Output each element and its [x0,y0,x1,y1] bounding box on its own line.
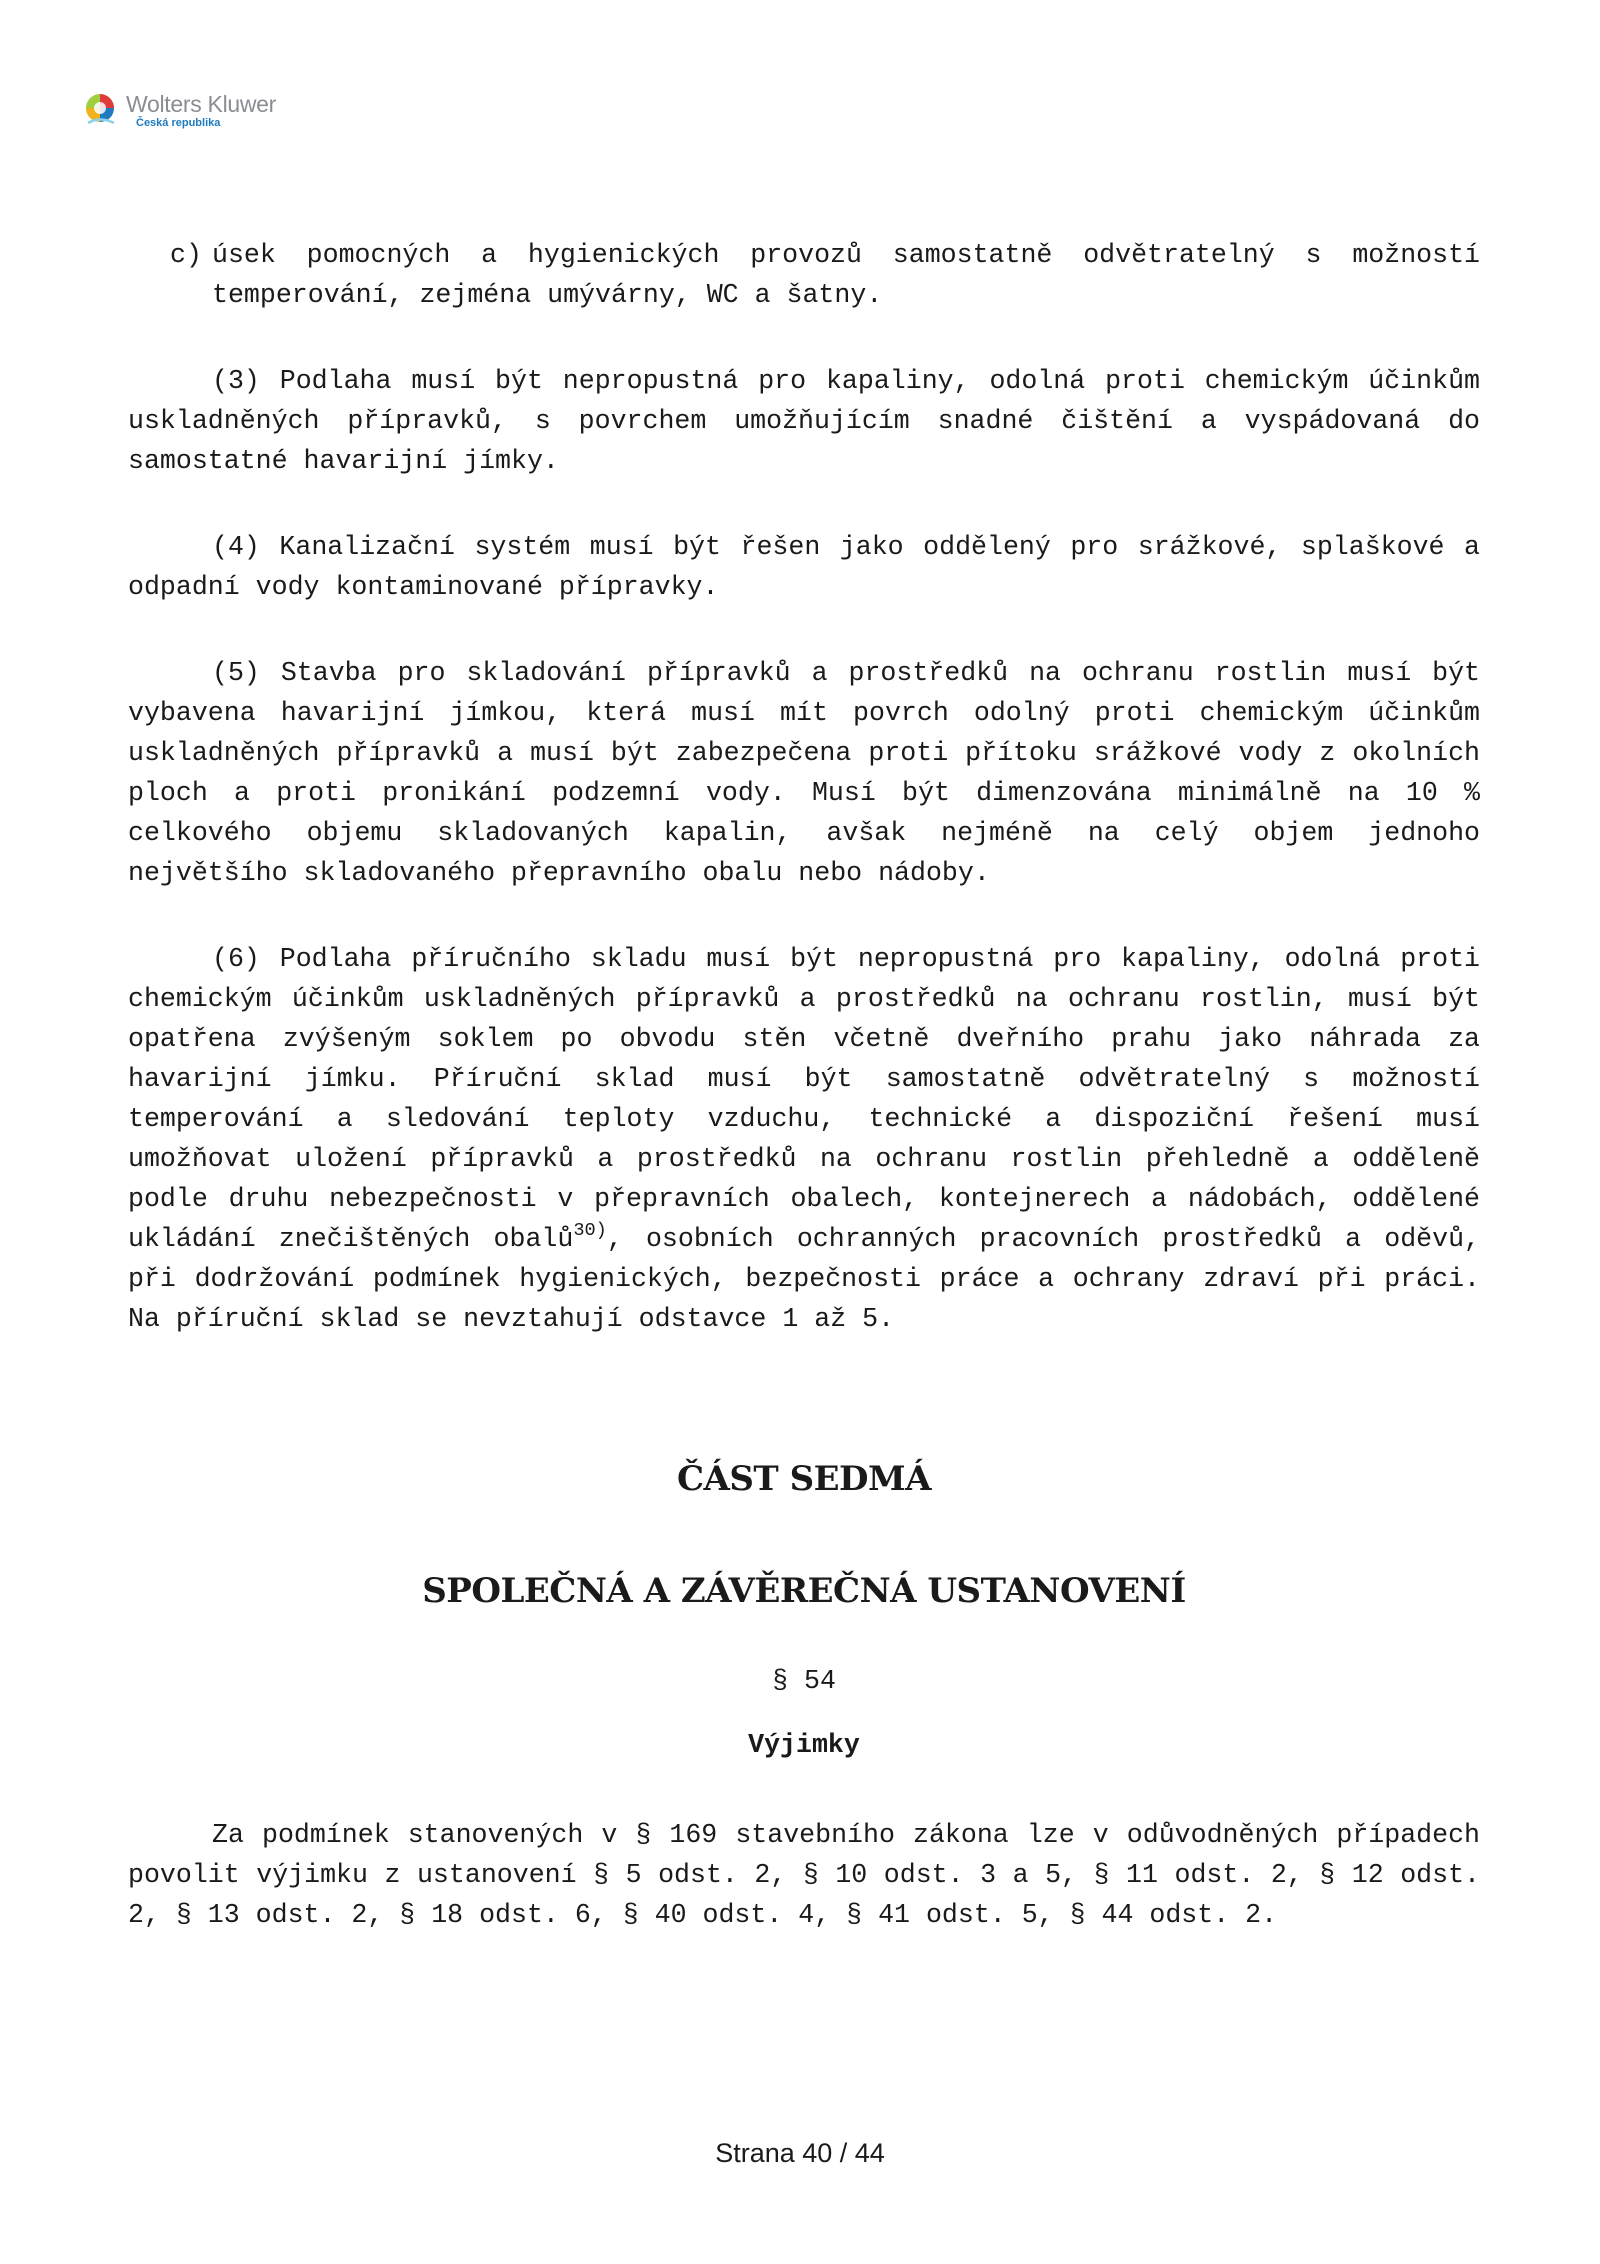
paragraph-4: (4) Kanalizační systém musí být řešen jako oddělený pro srážkové, splaškové a odpadní vody kontaminované přípravky. [128,532,1480,602]
paragraph-heading: Výjimky [748,1730,860,1760]
brand-name: Wolters Kluwer [126,91,277,117]
paragraph-number: § 54 [772,1666,836,1696]
wolters-kluwer-logo-icon [84,92,120,128]
brand-subtitle: Česká republika [136,117,221,129]
paragraph-3: (3) Podlaha musí být nepropustná pro kapaliny, odolná proti chemickým účinkům uskladněných přípravků, s povrchem umožňujícím snadné čištění a vyspádovaná do samostatné havarijní jímky. [128,366,1480,476]
footnote-ref: 30) [573,1219,607,1241]
part-title: ČÁST SEDMÁ [676,1459,932,1499]
list-item-c [128,235,1480,315]
paragraph-54: Za podmínek stanovených v § 169 stavebního zákona lze v odůvodněných případech povolit výjimku z ustanovení § 5 odst. 2, § 10 odst. 3 a 5, § 11 odst. 2, § 12 odst. 2, § 13 odst. 2, § 18 odst. 6, § 40 odst. 4, § 41 odst. 5, § 44 odst. 2. [128,1820,1480,1930]
paragraph-6 [128,939,1480,1339]
publisher-logo [84,92,276,142]
paragraph-5: (5) Stavba pro skladování přípravků a prostředků na ochranu rostlin musí být vybavena havarijní jímkou, která musí mít povrch odolný proti chemickým účinkům uskladněných přípravků a musí být zabezpečena proti přítoku srážkové vody z okolních ploch a proti pronikání podzemní vody. Musí být dimenzována minimálně na 10 % celkového objemu skladovaných kapalin, avšak nejméně na celý objem jednoho největšího skladovaného přepravního obalu nebo nádoby. [128,658,1480,888]
document-body [128,235,1480,1935]
page-number: Strana 40 / 44 [715,2138,885,2168]
list-text: úsek pomocných a hygienických provozů samostatně odvětratelný s možností temperování, zejména umývárny, WC a šatny. [212,240,1480,310]
section-title: SPOLEČNÁ A ZÁVĚREČNÁ USTANOVENÍ [422,1571,1186,1611]
paragraph-6-text-cont: , osobních ochranných pracovních prostředků a oděvů, při dodržování podmínek hygienických, bezpečnosti práce a ochrany zdraví při práci. Na příruční sklad se nevztahují odstavce 1 až 5. [128,1224,1480,1334]
paragraph-6-text: (6) Podlaha příručního skladu musí být nepropustná pro kapaliny, odolná proti chemickým účinkům uskladněných přípravků a prostředků na ochranu rostlin, musí být opatřena zvýšeným soklem po obvodu stěn včetně dveřního prahu jako náhrada za havarijní jímku. Příruční sklad musí být samostatně odvětratelný s možností temperování a sledování teploty vzduchu, technické a dispoziční řešení musí umožňovat uložení přípravků a prostředků na ochranu rostlin přehledně a odděleně podle druhu nebezpečnosti v přepravních obalech, kontejnerech a nádobách, oddělené ukládání znečištěných obalů [128,944,1480,1254]
list-marker: c) [170,240,202,270]
